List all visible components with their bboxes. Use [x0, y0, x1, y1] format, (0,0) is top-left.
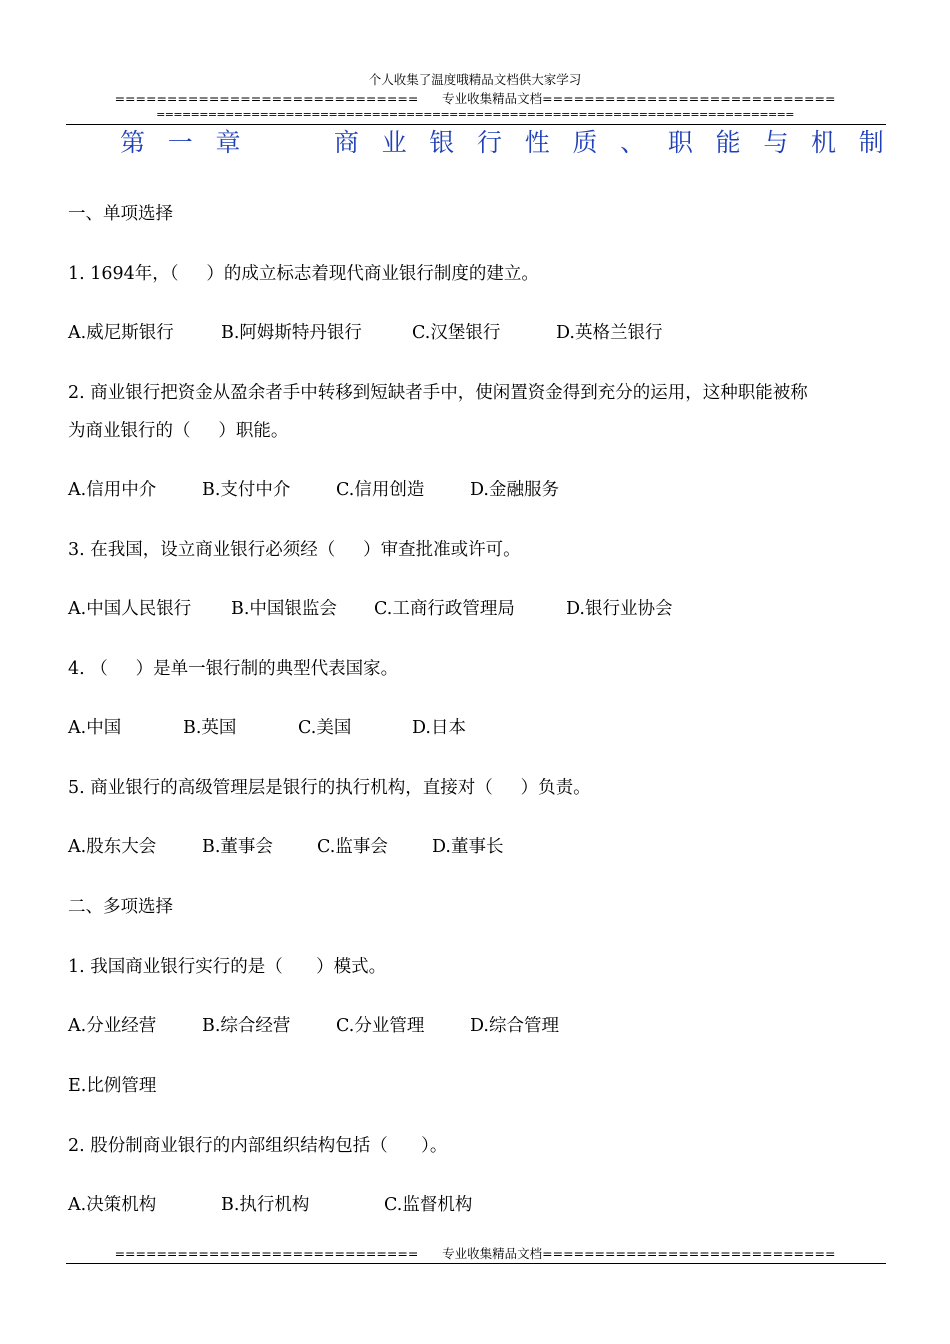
question-stem: 1. 1694年，（ ）的成立标志着现代商业银行制度的建立。: [68, 264, 539, 284]
header-divider: [66, 124, 886, 125]
section-heading-multi: 二、多项选择: [68, 897, 173, 917]
answer-option: B.董事会: [202, 837, 273, 857]
answer-option: D.英格兰银行: [556, 323, 663, 343]
question-stem: 2. 商业银行把资金从盈余者手中转移到短缺者手中，使闲置资金得到充分的运用，这种职能被称: [68, 383, 808, 403]
title-char: 机: [811, 128, 837, 157]
answer-option: D.日本: [412, 718, 466, 738]
title-char: 行: [477, 128, 503, 157]
answer-option: E.比例管理: [68, 1076, 157, 1096]
banner-label: 专业收集精品文档: [442, 1246, 543, 1261]
title-gap: [263, 126, 311, 160]
answer-option: C.工商行政管理局: [374, 599, 515, 619]
question-stem: 1. 我国商业银行实行的是（ ）模式。: [68, 957, 387, 977]
answer-option: C.美国: [298, 718, 352, 738]
banner-right: ============================: [542, 1246, 836, 1261]
answer-option: B.中国银监会: [231, 599, 337, 619]
question-stem: 2. 股份制商业银行的内部组织结构包括（ ）。: [68, 1136, 448, 1156]
answer-option: A.威尼斯银行: [68, 323, 174, 343]
header-long-rule: ==========================================================================: [156, 108, 794, 121]
footer-banner: [0, 1246, 950, 1262]
answer-option: D.董事长: [432, 837, 504, 857]
banner-right: ============================: [542, 91, 836, 106]
answer-option: A.中国: [68, 718, 122, 738]
question-stem: 5. 商业银行的高级管理层是银行的执行机构，直接对（ ）负责。: [68, 778, 591, 798]
answer-option: C.信用创造: [336, 480, 425, 500]
header-banner: [0, 91, 950, 107]
title-char: 银: [429, 128, 455, 157]
title-char: 性: [524, 128, 550, 157]
section-heading-single: 一、单项选择: [68, 204, 173, 224]
title-char: 制: [858, 128, 884, 157]
title-char: 一: [167, 128, 193, 157]
title-char: 与: [763, 128, 789, 157]
title-char: 职: [667, 128, 693, 157]
question-stem: 3. 在我国，设立商业银行必须经（ ）审查批准或许可。: [68, 540, 521, 560]
answer-option: A.中国人民银行: [68, 599, 192, 619]
header-note: 个人收集了温度哦精品文档供大家学习: [368, 72, 582, 87]
title-char: 能: [715, 128, 741, 157]
answer-option: A.信用中介: [68, 480, 157, 500]
answer-option: A.股东大会: [68, 837, 157, 857]
answer-option: B.阿姆斯特丹银行: [221, 323, 362, 343]
chapter-title: [120, 126, 884, 160]
answer-option: C.监督机构: [384, 1195, 473, 1215]
title-char: 质: [572, 128, 598, 157]
title-char: 商: [333, 128, 359, 157]
answer-option: B.综合经营: [202, 1016, 291, 1036]
banner-left: =============================: [114, 91, 419, 106]
banner-left: =============================: [114, 1246, 419, 1261]
answer-option: A.分业经营: [68, 1016, 157, 1036]
answer-option: C.汉堡银行: [412, 323, 501, 343]
question-stem-continued: 为商业银行的（ ）职能。: [68, 421, 289, 441]
banner-label: 专业收集精品文档: [442, 91, 543, 106]
answer-option: D.金融服务: [470, 480, 559, 500]
answer-option: D.综合管理: [470, 1016, 559, 1036]
footer-divider: [66, 1263, 886, 1264]
title-char: 章: [215, 128, 241, 157]
title-char: 第: [120, 128, 146, 157]
question-stem: 4. （ ）是单一银行制的典型代表国家。: [68, 659, 399, 679]
title-char: 、: [620, 128, 646, 157]
answer-option: B.执行机构: [221, 1195, 310, 1215]
answer-option: A.决策机构: [68, 1195, 157, 1215]
answer-option: B.支付中介: [202, 480, 291, 500]
answer-option: C.监事会: [317, 837, 388, 857]
title-char: 业: [381, 128, 407, 157]
answer-option: B.英国: [183, 718, 237, 738]
answer-option: C.分业管理: [336, 1016, 425, 1036]
answer-option: D.银行业协会: [566, 599, 673, 619]
